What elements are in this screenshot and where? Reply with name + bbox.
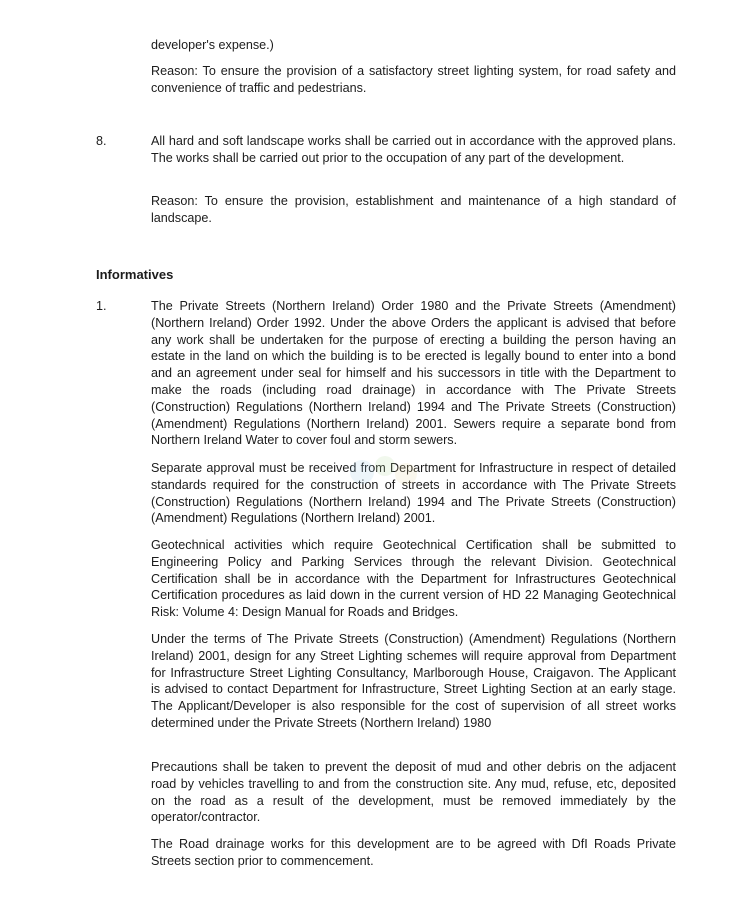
condition-7-continuation: developer's expense.) [151, 38, 274, 52]
informative-paragraph: Precautions shall be taken to prevent the deposit of mud and other debris on the adjacent road by vehicles travelling to and from the construction site. Any mud, refuse, etc, deposited on the road as a result of the development, must be removed immediately by the operator/contractor. [151, 760, 676, 825]
informative-1-number: 1. [96, 299, 107, 313]
informatives-heading: Informatives [96, 267, 174, 282]
informative-paragraph: Separate approval must be received from Department for Infrastructure in respect of detailed standards required for the construction of streets in accordance with The Private Streets (Construction) Regulations (Northern Ireland) 1994 and The Private Streets (Construction) (Amendment) Regulations (Northern Ireland) 2001. [151, 461, 676, 526]
informative-paragraph: Geotechnical activities which require Geotechnical Certification shall be submitted to Engineering Policy and Parking Services through the relevant Division. Geotechnical Certification shall be in accordance with the Department for Infrastructures Geotechnical Certification procedures as laid down in the current version of HD 22 Managing Geotechnical Risk: Volume 4: Design Manual for Roads and Bridges. [151, 538, 676, 620]
informative-paragraph: Under the terms of The Private Streets (Construction) (Amendment) Regulations (Northern Ireland) 2001, design for any Street Lighting schemes will require approval from Department for Infrastructure Street Lighting Consultancy, Marlborough House, Craigavon. The Applicant is advised to contact Department for Infrastructure, Street Lighting Section at an early stage. The Applicant/Developer is also responsible for the cost of supervision of all street works determined under the Private Streets (Northern Ireland) 1980 [151, 632, 676, 730]
condition-8-text: All hard and soft landscape works shall be carried out in accordance with the approved plans. The works shall be carried out prior to the occupation of any part of the development. [151, 134, 676, 165]
informative-paragraph: The Road drainage works for this development are to be agreed with DfI Roads Private Streets section prior to commencement. [151, 837, 676, 868]
informative-paragraph: The Private Streets (Northern Ireland) Order 1980 and the Private Streets (Amendment) (Northern Ireland) Order 1992. Under the above Orders the applicant is advised that before any work shall be undertaken for the purpose of erecting a building the person having an estate in the land on which the building is to be erected is legally bound to enter into a bond and an agreement under seal for himself and his successors in title with the Department to make the roads (including road drainage) in accordance with The Private Streets (Construction) Regulations (Northern Ireland) 1994 and The Private Streets (Construction) (Amendment) Regulations (Northern Ireland) 2001. Sewers require a separate bond from Northern Ireland Water to cover foul and storm sewers. [151, 299, 676, 448]
condition-8-number: 8. [96, 134, 107, 148]
condition-8-reason: Reason: To ensure the provision, establishment and maintenance of a high standard of landscape. [151, 194, 676, 225]
condition-7-reason: Reason: To ensure the provision of a satisfactory street lighting system, for road safety and convenience of traffic and pedestrians. [151, 64, 676, 95]
